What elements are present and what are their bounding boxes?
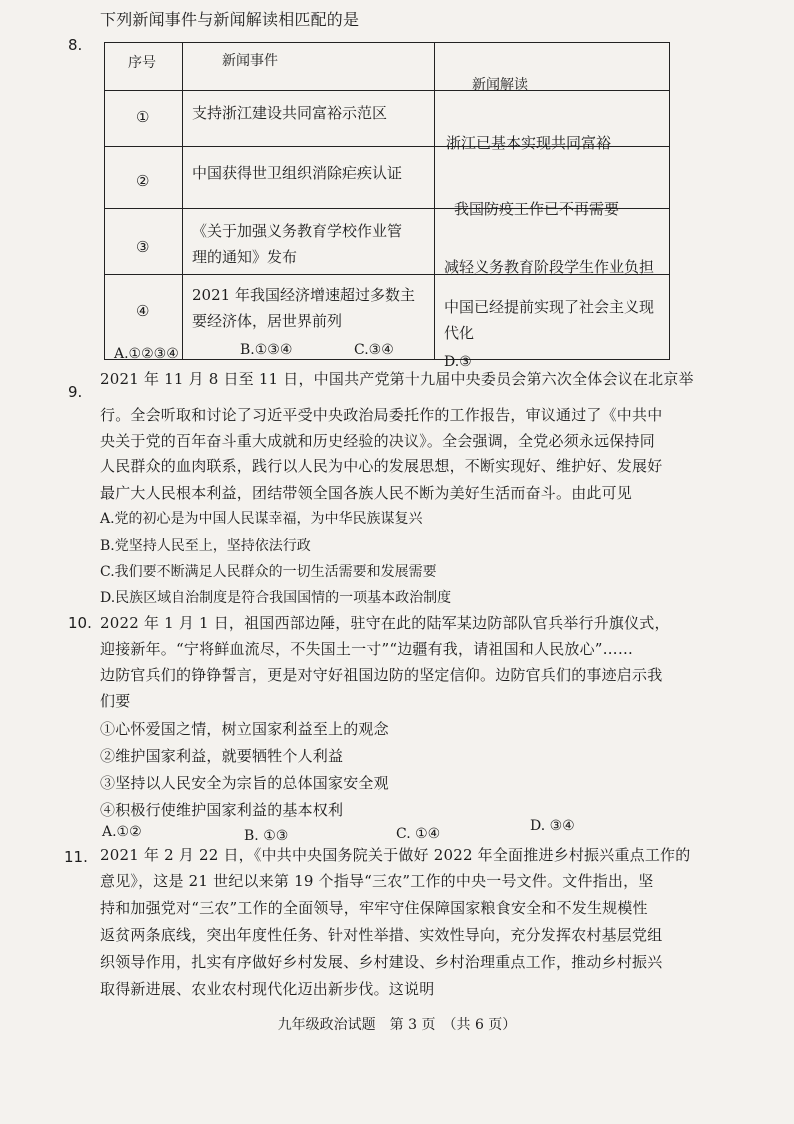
row-event-line2: 理的通知》发布 xyxy=(192,248,298,266)
row-seq: ③ xyxy=(136,238,150,256)
question-11-line: 织领导作用，扎实有序做好乡村发展、乡村建设、乡村治理重点工作，推动乡村振兴 xyxy=(100,953,663,971)
option-d: D. ③④ xyxy=(530,818,575,834)
question-11-line: 取得新进展、农业农村现代化迈出新步伐。这说明 xyxy=(100,980,435,998)
row-reading-line1: 中国已经提前实现了社会主义现 xyxy=(444,298,655,316)
option-a: A.党的初心是为中国人民谋幸福，为中华民族谋复兴 xyxy=(100,511,423,527)
statement-item: ④积极行使维护国家利益的基本权利 xyxy=(100,801,344,819)
question-11-line: 返贫两条底线，突出年度性任务、针对性举措、实效性导向，充分发挥农村基层党组 xyxy=(100,926,663,944)
row-event: 中国获得世卫组织消除疟疾认证 xyxy=(192,164,403,182)
question-10-line: 2022 年 1 月 1 日，祖国西部边陲，驻守在此的陆军某边防部队官兵举行升旗仪式， xyxy=(100,614,670,632)
option-b: B.①③④ xyxy=(240,342,293,358)
question-11-line: 持和加强党对“三农”工作的全面领导，牢牢守住保障国家粮食安全和不发生规模性 xyxy=(100,899,648,917)
question-10-line: 边防官兵们的铮铮誓言，更是对守好祖国边防的坚定信仰。边防官兵们的事迹启示我 xyxy=(100,666,663,684)
question-9-line: 最广大人民根本利益，团结带领全国各族人民不断为美好生活而奋斗。由此可见 xyxy=(100,484,633,502)
news-table xyxy=(104,42,670,360)
statement-item: ①心怀爱国之情，树立国家利益至上的观念 xyxy=(100,720,389,738)
question-9-line: 2021 年 11 月 8 日至 11 日，中国共产党第十九届中央委员会第六次全体会议在北京举 xyxy=(100,370,694,388)
option-a: A.①② xyxy=(102,824,142,840)
option-d: D.③ xyxy=(444,354,472,370)
row-event-line1: 2021 年我国经济增速超过多数主 xyxy=(192,286,415,304)
row-seq: ④ xyxy=(136,302,150,320)
statement-item: ③坚持以人民安全为宗旨的总体国家安全观 xyxy=(100,774,389,792)
row-seq: ② xyxy=(136,172,150,190)
question-11-number: 11. xyxy=(64,848,88,866)
page-footer: 九年级政治试题 第 3 页 （共 6 页） xyxy=(277,1017,517,1033)
question-9-line: 央关于党的百年奋斗重大成就和历史经验的决议》。全会强调，全党必须永远保持同 xyxy=(100,432,655,450)
question-10-line: 迎接新年。“宁将鲜血流尽，不失国土一寸”“边疆有我，请祖国和人民放心”…… xyxy=(100,640,634,658)
question-10-number: 10. xyxy=(68,614,92,632)
question-8-stem: 下列新闻事件与新闻解读相匹配的是 xyxy=(100,10,360,29)
row-event-line1: 《关于加强义务教育学校作业管 xyxy=(192,222,403,240)
row-event-line2: 要经济体，居世界前列 xyxy=(192,312,343,330)
question-10-line: 们要 xyxy=(100,692,131,710)
option-c: C.我们要不断满足人民群众的一切生活需要和发展需要 xyxy=(100,564,437,580)
question-9-line: 行。全会听取和讨论了习近平受中央政治局委托作的工作报告，审议通过了《中共中 xyxy=(100,406,663,424)
header-event: 新闻事件 xyxy=(222,53,278,69)
table-divider xyxy=(104,90,670,91)
option-b: B.党坚持人民至上，坚持依法行政 xyxy=(100,538,311,554)
row-reading: 我国防疫工作已不再需要 xyxy=(454,200,620,218)
question-9-number: 9. xyxy=(68,383,83,401)
option-a: A.①②③④ xyxy=(114,346,179,362)
header-reading: 新闻解读 xyxy=(472,77,528,93)
row-seq: ① xyxy=(136,108,150,126)
question-11-line: 意见》，这是 21 世纪以来第 19 个指导“三农”工作的中央一号文件。文件指出，坚 xyxy=(100,872,654,890)
question-8-number: 8. xyxy=(68,36,83,54)
question-9-line: 人民群众的血肉联系，践行以人民为中心的发展思想，不断实现好、维护好、发展好 xyxy=(100,457,663,475)
header-seq: 序号 xyxy=(128,55,156,71)
statement-item: ②维护国家利益，就要牺牲个人利益 xyxy=(100,747,344,765)
row-event: 支持浙江建设共同富裕示范区 xyxy=(192,104,388,122)
row-reading: 减轻义务教育阶段学生作业负担 xyxy=(444,258,655,276)
option-d: D.民族区域自治制度是符合我国国情的一项基本政治制度 xyxy=(100,590,452,606)
question-11-line: 2021 年 2 月 22 日，《中共中央国务院关于做好 2022 年全面推进乡村振兴重点工作的 xyxy=(100,846,691,864)
row-reading-line2: 代化 xyxy=(444,324,475,342)
option-c: C.③④ xyxy=(354,342,394,358)
row-reading: 浙江已基本实现共同富裕 xyxy=(446,134,612,152)
option-c: C. ①④ xyxy=(396,826,441,842)
option-b: B. ①③ xyxy=(244,828,289,844)
